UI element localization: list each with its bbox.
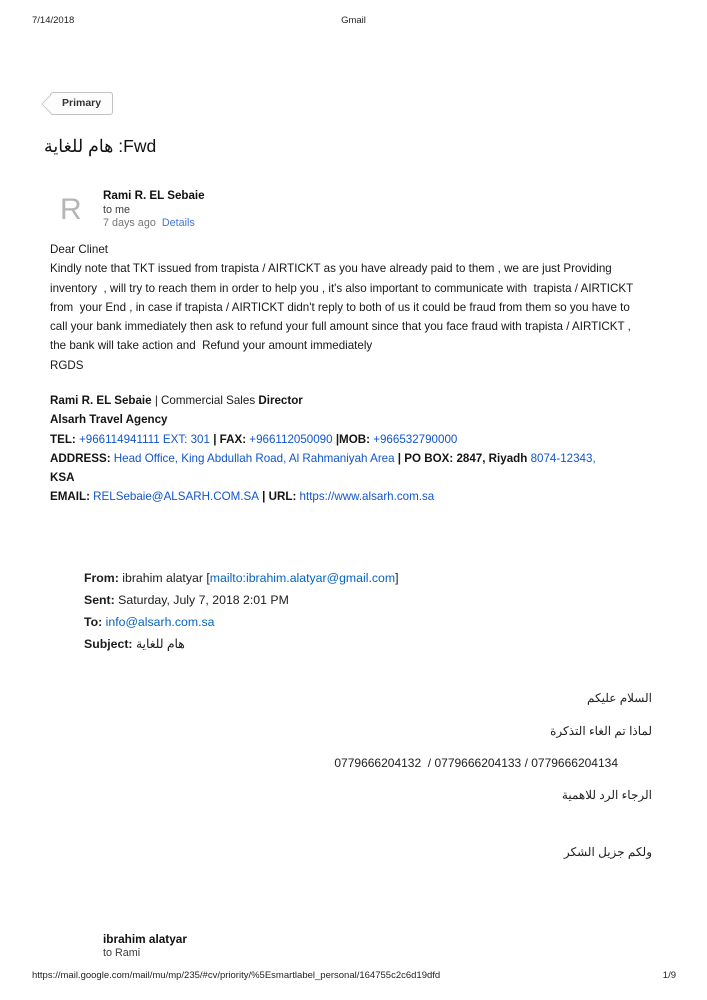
body-line: inventory , will try to reach them in order to help you , it's also important to communicate with trapista / AIRTICKT xyxy=(50,281,634,295)
signature-email-url xyxy=(50,487,596,506)
tel-label: TEL: xyxy=(50,432,79,446)
body-closing: RGDS xyxy=(50,358,84,372)
url-label: | URL: xyxy=(258,490,300,504)
email-link[interactable]: RELSebaie@ALSARH.COM.SA xyxy=(93,490,259,504)
body-line: Kindly note that TKT issued from trapista / AIRTICKT as you have already paid to them , we are just Providing xyxy=(50,262,612,276)
arabic-greeting: السلام عليكم xyxy=(587,691,652,705)
address-link[interactable]: Head Office, King Abdullah Road, Al Rahmaniyah Area xyxy=(113,451,395,465)
recipient-label: to me xyxy=(103,204,131,216)
arabic-thanks: ولكم جزيل الشكر xyxy=(563,845,652,859)
tel-link[interactable]: +966114941111 EXT: 301 xyxy=(78,432,210,446)
to-email-link[interactable]: info@alsarh.com.sa xyxy=(105,615,215,629)
sent-label: Sent: xyxy=(84,593,119,607)
signature-name-title xyxy=(50,391,596,410)
subject-label: Subject: xyxy=(84,637,136,651)
print-date: 7/14/2018 xyxy=(32,15,75,26)
from-label: From: xyxy=(84,571,123,585)
sender-name: Rami R. EL Sebaie xyxy=(103,189,205,202)
sent-value: Saturday, July 7, 2018 2:01 PM xyxy=(118,593,289,607)
signature-address xyxy=(50,449,596,468)
quoted-subject-row xyxy=(84,633,399,655)
body-line: the bank will take action and Refund your amount immediately xyxy=(50,339,373,353)
body-line: call your bank immediately then ask to refund your full amount since that you face fraud with trapista / AIRTICKT , xyxy=(50,320,631,334)
pobox-label: | PO BOX: 2847, Riyadh xyxy=(394,451,531,465)
mob-label: |MOB: xyxy=(332,432,374,446)
quoted-to-row xyxy=(84,611,399,633)
bracket-open: [ xyxy=(206,571,210,585)
quoted-sent-row xyxy=(84,589,399,611)
quoted-headers xyxy=(84,567,399,655)
print-app-title: Gmail xyxy=(341,15,366,26)
mob-link[interactable]: +966532790000 xyxy=(373,432,458,446)
to-label: To: xyxy=(84,615,106,629)
second-sender-name: ibrahim alatyar xyxy=(103,932,187,946)
category-badge-label: Primary xyxy=(62,97,102,109)
category-badge-primary xyxy=(50,92,113,115)
website-link[interactable]: https://www.alsarh.com.sa xyxy=(299,490,435,504)
signature-title: Director xyxy=(258,394,303,407)
address-label: ADDRESS: xyxy=(50,451,114,465)
arabic-question: لماذا تم الغاء التذكرة xyxy=(550,724,652,738)
from-name: ibrahim alatyar xyxy=(122,571,207,585)
second-recipient-label: to Rami xyxy=(103,947,141,959)
body-line: Dear Clinet xyxy=(50,243,108,256)
print-footer-url: https://mail.google.com/mail/mu/mp/235/#cv/priority/%5Esmartlabel_personal/164755c2c6d19dfd xyxy=(32,970,441,981)
bracket-close: ] xyxy=(395,571,399,585)
quoted-from-row xyxy=(84,567,399,589)
sender-avatar: R xyxy=(60,193,82,226)
message-meta-row xyxy=(103,217,195,229)
fax-link[interactable]: +966112050090 xyxy=(249,432,333,446)
mailto-link[interactable]: mailto:ibrahim.alatyar@gmail.com xyxy=(209,571,396,585)
arabic-request: الرجاء الرد للاهمية xyxy=(561,788,652,802)
email-subject: Fwd: هام للغاية xyxy=(44,136,157,156)
signature-company: Alsarh Travel Agency xyxy=(50,413,168,427)
subject-value: هام للغاية xyxy=(135,637,185,651)
signature-phones xyxy=(50,430,596,449)
email-label: EMAIL: xyxy=(50,490,94,504)
print-page-indicator: 1/9 xyxy=(662,970,676,981)
body-line: from your End , in case if trapista / AIRTICKT didn't reply to both of us it could be fraud from them so you have to xyxy=(50,300,630,314)
signature-country: KSA xyxy=(50,471,75,485)
email-signature xyxy=(50,391,596,507)
message-body xyxy=(50,240,633,375)
postal-code-link[interactable]: 8074-12343, xyxy=(530,451,596,465)
fax-label: | FAX: xyxy=(209,432,250,446)
ticket-numbers: 0779666204132 / 0779666204133 / 0779666204134 xyxy=(334,756,618,770)
message-timestamp: 7 days ago xyxy=(103,217,156,229)
details-link[interactable]: Details xyxy=(161,217,195,229)
signature-title-mid: | Commercial Sales xyxy=(151,394,259,407)
signature-name: Rami R. EL Sebaie xyxy=(50,394,152,407)
